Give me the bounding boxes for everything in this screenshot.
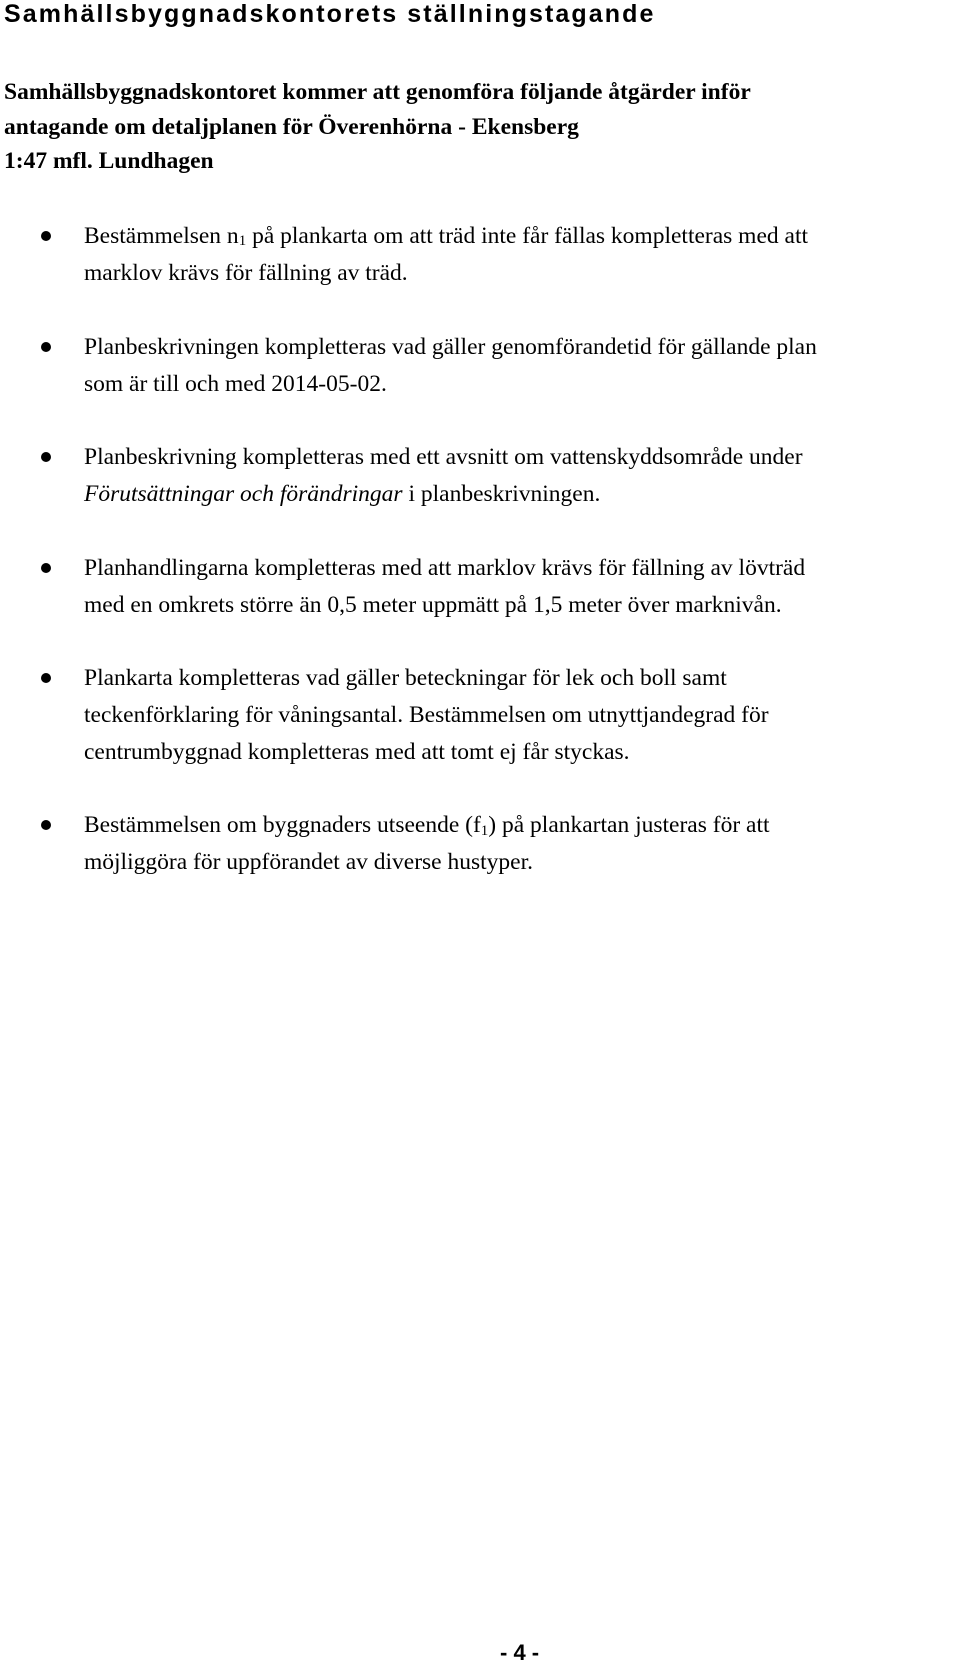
list-item-text xyxy=(84,218,954,292)
bullet-icon xyxy=(41,563,51,573)
text-line: som är till och med 2014-05-02. xyxy=(84,371,387,397)
intro-line: 1:47 mfl. Lundhagen xyxy=(4,148,214,174)
text-line: Plankarta kompletteras vad gäller beteckningar för lek och boll samt xyxy=(84,665,727,691)
bullet-icon xyxy=(41,342,51,352)
list-item-text xyxy=(84,807,954,881)
section-heading: Samhällsbyggnadskontorets ställningstagande xyxy=(4,0,656,28)
text-line: marklov krävs för fällning av träd. xyxy=(84,260,408,286)
list-item-text xyxy=(84,329,954,403)
list-item-text xyxy=(84,660,954,771)
text-line: Planhandlingarna kompletteras med att marklov krävs för fällning av lövträd xyxy=(84,555,806,581)
bullet-icon xyxy=(41,452,51,462)
intro-line: Samhällsbyggnadskontoret kommer att genomföra följande åtgärder inför xyxy=(4,79,751,105)
text-segment: Bestämmelsen n xyxy=(84,223,239,249)
text-line xyxy=(84,807,954,844)
subscript: 1 xyxy=(480,823,489,839)
subscript: 1 xyxy=(238,233,247,249)
text-line: teckenförklaring för våningsantal. Bestämmelsen om utnyttjandegrad för xyxy=(84,702,769,728)
text-line xyxy=(84,476,954,513)
text-line xyxy=(84,218,954,255)
list-item-text xyxy=(84,550,954,624)
text-segment: i planbeskrivningen. xyxy=(402,481,601,507)
bullet-icon xyxy=(41,820,51,830)
italic-reference: Förutsättningar och förändringar xyxy=(84,481,403,507)
page-number: - 4 - xyxy=(500,1640,540,1665)
text-line: möjliggöra för uppförandet av diverse hustyper. xyxy=(84,849,533,875)
text-segment: Bestämmelsen om byggnaders utseende (f xyxy=(84,812,481,838)
bullet-icon xyxy=(41,673,51,683)
text-line: Planbeskrivningen kompletteras vad gäller genomförandetid för gällande plan xyxy=(84,334,817,360)
text-segment: ) på plankartan justeras för att xyxy=(488,812,770,838)
intro-paragraph xyxy=(4,75,884,179)
text-line: centrumbyggnad kompletteras med att tomt ej får styckas. xyxy=(84,739,630,765)
bullet-icon xyxy=(41,231,51,241)
intro-line: antagande om detaljplanen för Överenhörna - Ekensberg xyxy=(4,113,579,140)
text-segment: på plankarta om att träd inte får fällas kompletteras med att xyxy=(246,223,809,249)
text-line: med en omkrets större än 0,5 meter uppmätt på 1,5 meter över marknivån. xyxy=(84,592,782,618)
list-item-text xyxy=(84,439,954,513)
text-line: Planbeskrivning kompletteras med ett avsnitt om vattenskyddsområde under xyxy=(84,444,803,470)
